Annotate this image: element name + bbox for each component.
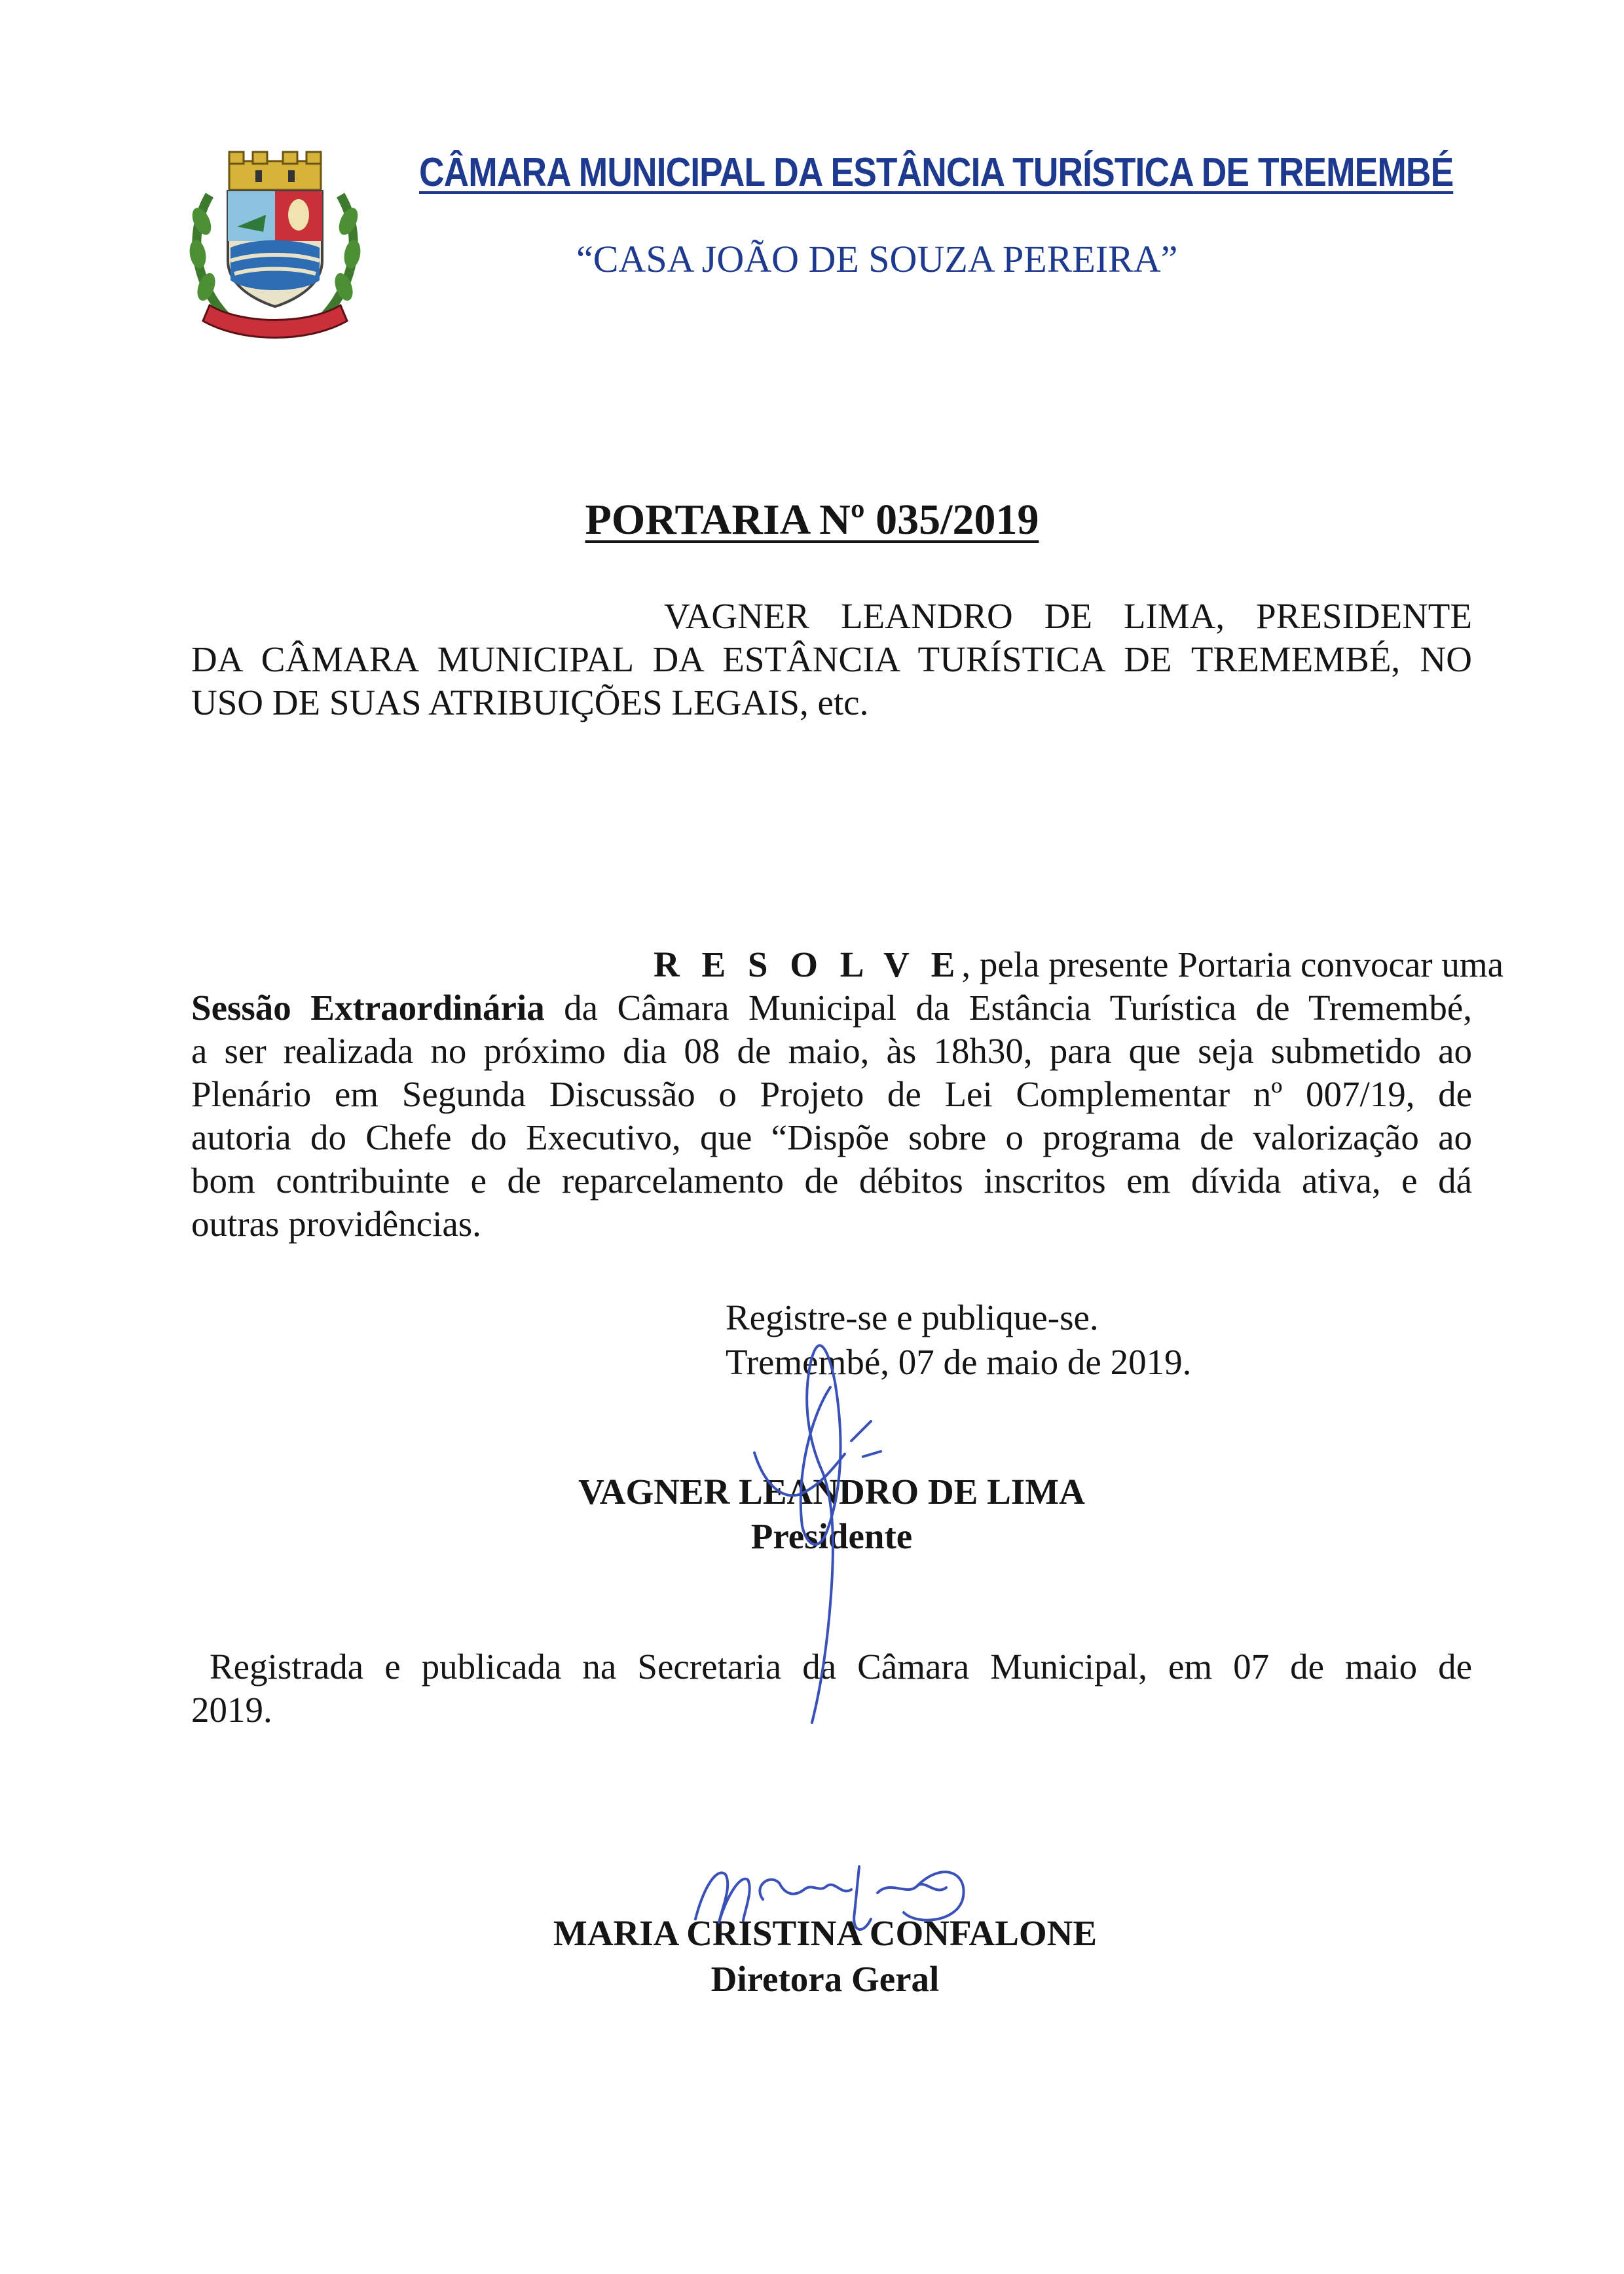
resolve-line <box>191 986 1472 1030</box>
president-signature-stroke <box>863 1451 881 1457</box>
director-signature-stroke <box>760 1880 851 1899</box>
signatory-president-role: Presidente <box>750 1516 913 1556</box>
preamble-paragraph <box>191 595 1472 724</box>
session-type: Sessão Extraordinária <box>191 988 545 1028</box>
resolve-line: bom contribuinte e de reparcelamento de débitos inscritos em dívida ativa, e dá <box>191 1161 1472 1201</box>
resolve-line: a ser realizada no próximo dia 08 de maio, às 18h30, para que seja submetido ao <box>191 1031 1472 1071</box>
registration-line: 2019. <box>191 1690 272 1730</box>
registration-line: Registrada e publicada na Secretaria da Câmara Municipal, em 07 de maio de <box>210 1647 1472 1687</box>
preamble-line: VAGNER LEANDRO DE LIMA, PRESIDENTE <box>664 596 1472 636</box>
signatory-director-role: Diretora Geral <box>710 1959 940 1999</box>
resolve-line: Plenário em Segunda Discussão o Projeto de Lei Complementar nº 007/19, de <box>191 1074 1472 1114</box>
register-text: Registre-se e publique-se. <box>726 1297 1099 1337</box>
preamble-line: USO DE SUAS ATRIBUIÇÕES LEGAIS, etc. <box>191 682 869 722</box>
house-name: “CASA JOÃO DE SOUZA PEREIRA” <box>576 238 1178 280</box>
resolve-line <box>191 943 1504 986</box>
director-signature-stroke <box>877 1884 946 1893</box>
resolve-text: da Câmara Municipal da Estância Turística de Tremembé, <box>544 988 1473 1028</box>
resolve-keyword: R E S O L V E <box>654 944 962 984</box>
place-date: Tremembé, 07 de maio de 2019. <box>726 1342 1192 1382</box>
signatory-president-name: VAGNER LEANDRO DE LIMA <box>578 1472 1085 1512</box>
municipal-crest-logo <box>183 149 367 346</box>
registration-paragraph <box>191 1645 1472 1732</box>
resolve-line: autoria do Chefe do Executivo, que “Dispõe sobre o programa de valorização ao <box>191 1117 1472 1157</box>
organization-name: CÂMARA MUNICIPAL DA ESTÂNCIA TURÍSTICA DE TREMEMBÉ <box>419 150 1454 195</box>
register-block <box>726 1295 1191 1385</box>
signatory-director-name: MARIA CRISTINA CONFALONE <box>553 1913 1098 1953</box>
resolve-text: , pela presente Portaria convocar uma <box>961 944 1504 984</box>
document-title: PORTARIA Nº 035/2019 <box>585 496 1039 544</box>
resolve-line: outras providências. <box>191 1204 481 1244</box>
president-signature-stroke <box>851 1421 871 1441</box>
preamble-line: DA CÂMARA MUNICIPAL DA ESTÂNCIA TURÍSTICA DE TREMEMBÉ, NO <box>191 639 1472 679</box>
resolve-paragraph <box>191 943 1504 1246</box>
